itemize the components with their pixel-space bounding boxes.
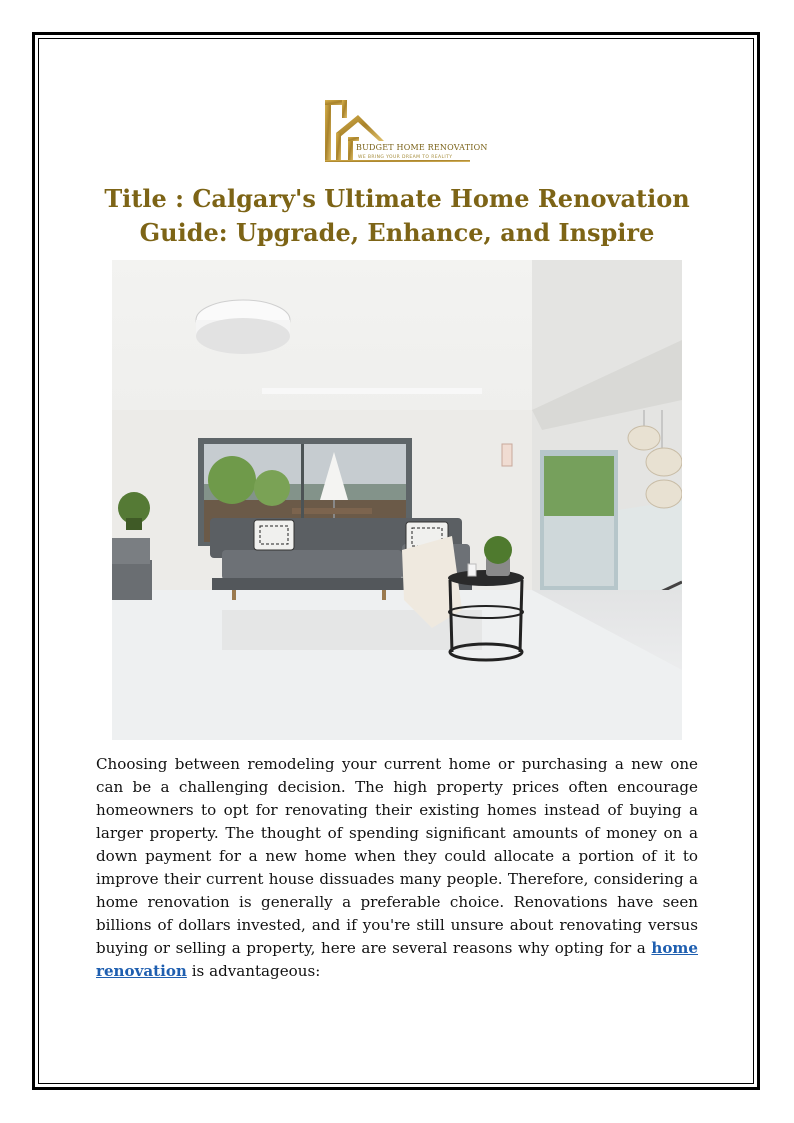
logo-company-name: BUDGET HOME RENOVATION: [356, 143, 488, 152]
intro-text-after-link: is advantageous:: [186, 962, 321, 980]
home-renovation-link[interactable]: home renovation: [96, 939, 698, 980]
intro-paragraph: [96, 753, 698, 983]
living-room-image: [112, 260, 682, 740]
logo-tagline: WE BRING YOUR DREAM TO REALITY: [358, 155, 453, 160]
living-room-photo: [112, 260, 682, 740]
intro-text-before-link: Choosing between remodeling your current home or purchasing a new one can be a challenging decision. The high property prices often encourage homeowners to opt for renovating their existing homes instead of buying a larger property. The thought of spending significant amounts of money on a down payment for a new home when they could allocate a portion of it to improve their current house dissuades many people. Therefore, considering a home renovation is generally a preferable choice. Renovations have seen billions of dollars invested, and if you're still unsure about renovating versus buying or selling a property, here are several reasons why opting for a: [96, 755, 698, 957]
document-title: Title : Calgary's Ultimate Home Renovation Guide: Upgrade, Enhance, and Inspire: [104, 184, 690, 247]
company-logo: [322, 97, 488, 169]
